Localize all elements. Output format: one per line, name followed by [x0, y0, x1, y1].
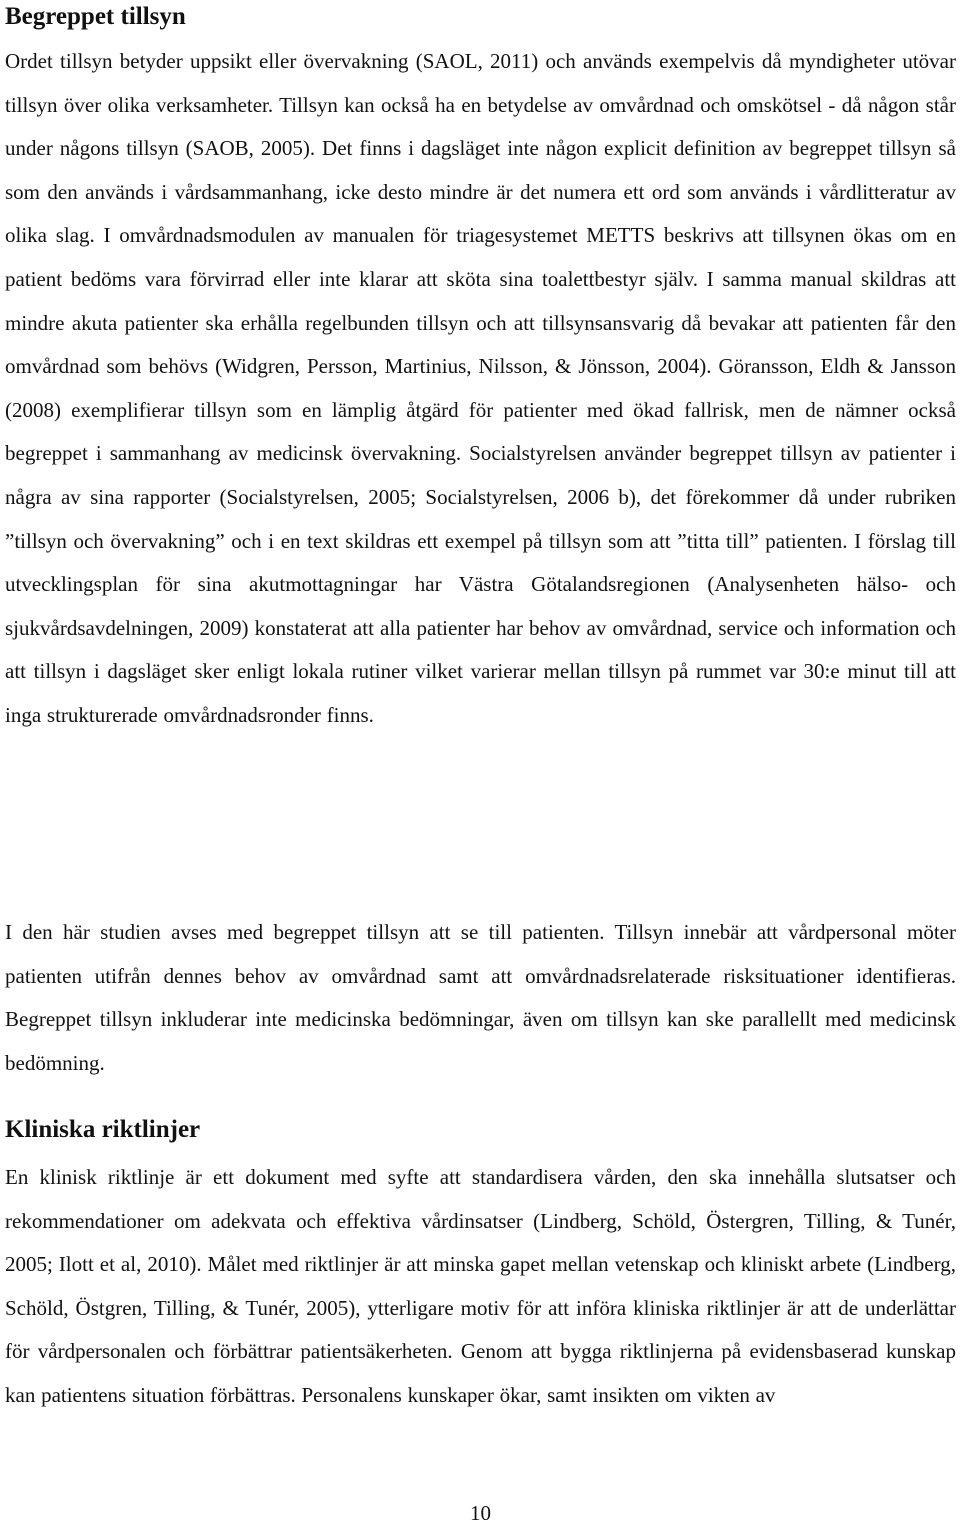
page-number: 10	[470, 1501, 491, 1525]
paragraph-study-definition: I den här studien avses med begreppet tillsyn att se till patienten. Tillsyn innebär att vårdpersonal möter patienten utifrån dennes behov av omvårdnad samt att omvårdnadsrelaterade risksituationer identifieras. Begreppet tillsyn inkluderar inte medicinska bedömningar, även om tillsyn kan ske parallellt med medicinsk bedömning.	[5, 920, 956, 1075]
section-heading-riktlinjer: Kliniska riktlinjer	[5, 1116, 201, 1143]
paragraph-tillsyn-definition: Ordet tillsyn betyder uppsikt eller övervakning (SAOL, 2011) och används exempelvis då myndigheter utövar tillsyn över olika verksamheter. Tillsyn kan också ha en betydelse av omvårdnad och omskötsel - då någon står under någons tillsyn (SAOB, 2005). Det finns i dagsläget inte någon explicit definition av begreppet tillsyn så som den används i vårdsammanhang, icke desto mindre är det numera ett ord som används i vårdlitteratur av olika slag. I omvårdnadsmodulen av manualen för triagesystemet METTS beskrivs att tillsynen ökas om en patient bedöms vara förvirrad eller inte klarar att sköta sina toalettbestyr själv. I samma manual skildras att mindre akuta patienter ska erhålla regelbunden tillsyn och att tillsynsansvarig då bevakar att patienten får den omvårdnad som behövs (Widgren, Persson, Martinius, Nilsson, & Jönsson, 2004). Göransson, Eldh & Jansson (2008) exemplifierar tillsyn som en lämplig åtgärd för patienter med ökad fallrisk, men de nämner också begreppet i sammanhang av medicinsk övervakning. Socialstyrelsen använder begreppet tillsyn av patienter i några av sina rapporter (Socialstyrelsen, 2005; Socialstyrelsen, 2006 b), det förekommer då under rubriken ”tillsyn och övervakning” och i en text skildras ett exempel på tillsyn som att ”titta till” patienten. I förslag till utvecklingsplan för sina akutmottagningar har Västra Götalandsregionen (Analysenheten hälso- och sjukvårdsavdelningen, 2009) konstaterat att alla patienter har behov av omvårdnad, service och information och att tillsyn i dagsläget sker enligt lokala rutiner vilket varierar mellan tillsyn på rummet var 30:e minut till att inga strukturerade omvårdnadsronder finns.	[5, 49, 956, 727]
section-heading-tillsyn: Begreppet tillsyn	[5, 3, 186, 30]
paragraph-riktlinjer: En klinisk riktlinje är ett dokument med syfte att standardisera vården, den ska innehålla slutsatser och rekommendationer om adekvata och effektiva vårdinsatser (Lindberg, Schöld, Östergren, Tilling, & Tunér, 2005; Ilott et al, 2010). Målet med riktlinjer är att minska gapet mellan vetenskap och kliniskt arbete (Lindberg, Schöld, Östgren, Tilling, & Tunér, 2005), ytterligare motiv för att införa kliniska riktlinjer är att de underlättar för vårdpersonalen och förbättrar patientsäkerheten. Genom att bygga riktlinjerna på evidensbaserad kunskap kan patientens situation förbättras. Personalens kunskaper ökar, samt insikten om vikten av	[5, 1165, 956, 1407]
